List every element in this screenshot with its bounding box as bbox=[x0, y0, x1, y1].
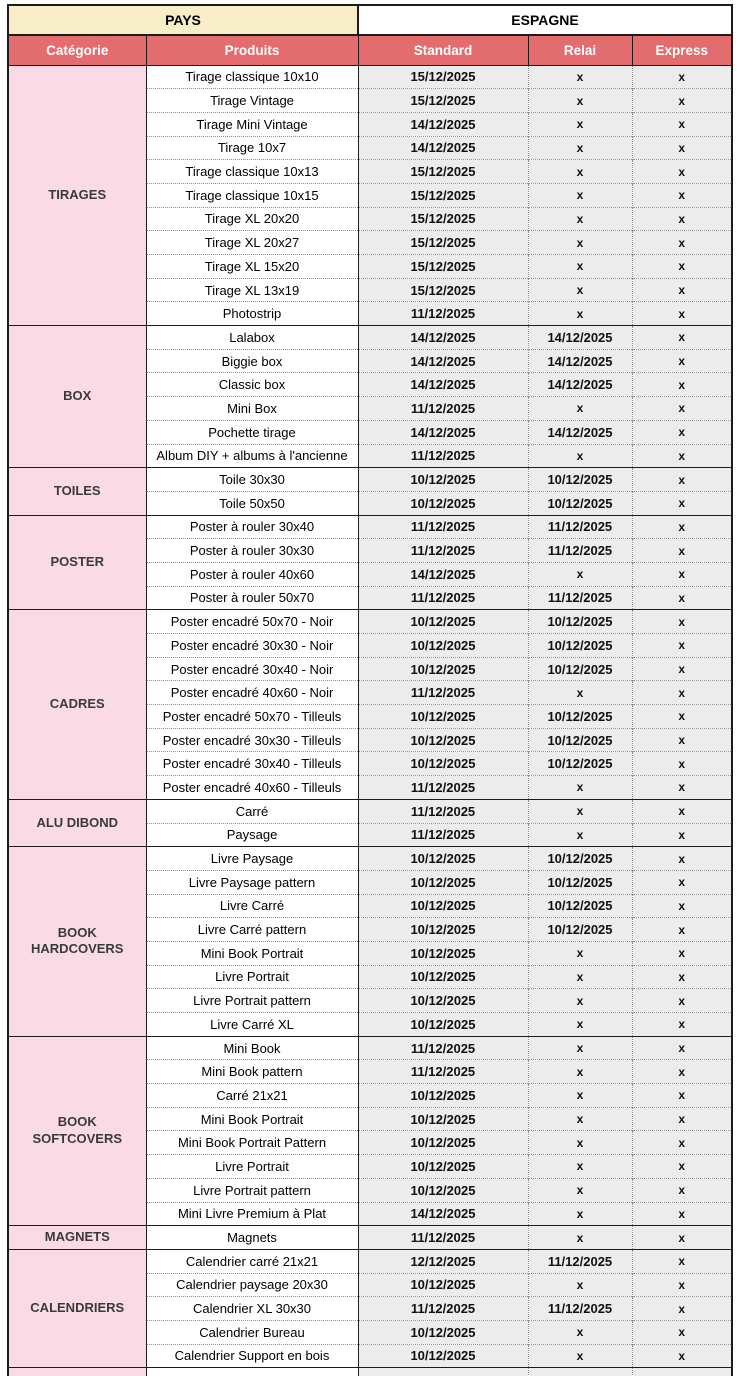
country-header-cell: ESPAGNE bbox=[358, 5, 732, 35]
relai-date-cell: 11/12/2025 bbox=[528, 1249, 632, 1273]
relai-date-cell: x bbox=[528, 112, 632, 136]
column-header-categorie: Catégorie bbox=[8, 35, 146, 65]
relai-date-cell: 14/12/2025 bbox=[528, 373, 632, 397]
standard-date-cell: 15/12/2025 bbox=[358, 278, 528, 302]
standard-date-cell: 14/12/2025 bbox=[358, 326, 528, 350]
relai-date-cell: x bbox=[528, 65, 632, 89]
standard-date-cell: 11/12/2025 bbox=[358, 515, 528, 539]
standard-date-cell: 10/12/2025 bbox=[358, 1320, 528, 1344]
table-row bbox=[8, 468, 732, 492]
relai-date-cell: 11/12/2025 bbox=[528, 515, 632, 539]
column-header-relai: Relai bbox=[528, 35, 632, 65]
product-cell: Biggie box bbox=[146, 349, 358, 373]
standard-date-cell: 10/12/2025 bbox=[358, 491, 528, 515]
standard-date-cell: 11/12/2025 bbox=[358, 823, 528, 847]
category-cell bbox=[8, 1368, 146, 1376]
category-cell bbox=[8, 326, 146, 468]
standard-date-cell: 12/12/2025 bbox=[358, 1249, 528, 1273]
product-cell: Mini Livre Premium à Plat bbox=[146, 1202, 358, 1226]
category-cell bbox=[8, 847, 146, 1037]
express-date-cell: x bbox=[632, 302, 732, 326]
standard-date-cell: 14/12/2025 bbox=[358, 562, 528, 586]
relai-date-cell: x bbox=[528, 1202, 632, 1226]
category-label: CALENDRIERS bbox=[30, 1300, 125, 1316]
product-cell: Tirage Mini Vintage bbox=[146, 112, 358, 136]
express-date-cell: x bbox=[632, 1344, 732, 1368]
relai-date-cell: x bbox=[528, 776, 632, 800]
standard-date-cell: 11/12/2025 bbox=[358, 681, 528, 705]
express-date-cell: x bbox=[632, 207, 732, 231]
express-date-cell: x bbox=[632, 681, 732, 705]
express-date-cell: x bbox=[632, 657, 732, 681]
express-date-cell: x bbox=[632, 705, 732, 729]
product-cell: Livre Carré XL bbox=[146, 1013, 358, 1037]
standard-date-cell: 10/12/2025 bbox=[358, 657, 528, 681]
product-cell: Magnets bbox=[146, 1226, 358, 1250]
column-header-row bbox=[8, 35, 732, 65]
standard-date-cell: 10/12/2025 bbox=[358, 1107, 528, 1131]
relai-date-cell: x bbox=[528, 562, 632, 586]
standard-date-cell: 10/12/2025 bbox=[358, 634, 528, 658]
relai-date-cell: 10/12/2025 bbox=[528, 728, 632, 752]
relai-date-cell: 10/12/2025 bbox=[528, 870, 632, 894]
table-row bbox=[8, 1036, 732, 1060]
product-cell: Livre Portrait pattern bbox=[146, 989, 358, 1013]
relai-date-cell: x bbox=[528, 1060, 632, 1084]
express-date-cell: x bbox=[632, 894, 732, 918]
product-cell: Livre Carré pattern bbox=[146, 918, 358, 942]
relai-date-cell: 10/12/2025 bbox=[528, 918, 632, 942]
category-label: MAGNETS bbox=[44, 1229, 110, 1245]
category-cell bbox=[8, 515, 146, 610]
product-cell: Toile 30x30 bbox=[146, 468, 358, 492]
express-date-cell: x bbox=[632, 1107, 732, 1131]
standard-date-cell: 11/12/2025 bbox=[358, 444, 528, 468]
express-date-cell: x bbox=[632, 349, 732, 373]
standard-date-cell: 11/12/2025 bbox=[358, 539, 528, 563]
category-label: TOILES bbox=[53, 482, 101, 498]
product-cell: Tirage classique 10x13 bbox=[146, 160, 358, 184]
standard-date-cell: 11/12/2025 bbox=[358, 1060, 528, 1084]
table-row bbox=[8, 1226, 732, 1250]
express-date-cell: x bbox=[632, 1202, 732, 1226]
category-cell bbox=[8, 468, 146, 515]
standard-date-cell: 14/12/2025 bbox=[358, 1202, 528, 1226]
standard-date-cell: 11/12/2025 bbox=[358, 776, 528, 800]
standard-date-cell: 15/12/2025 bbox=[358, 89, 528, 113]
standard-date-cell bbox=[358, 1368, 528, 1376]
relai-date-cell: 11/12/2025 bbox=[528, 539, 632, 563]
express-date-cell: x bbox=[632, 823, 732, 847]
relai-date-cell: 10/12/2025 bbox=[528, 610, 632, 634]
standard-date-cell: 11/12/2025 bbox=[358, 799, 528, 823]
relai-date-cell: x bbox=[528, 965, 632, 989]
relai-date-cell: x bbox=[528, 231, 632, 255]
relai-date-cell: 14/12/2025 bbox=[528, 349, 632, 373]
express-date-cell: x bbox=[632, 941, 732, 965]
standard-date-cell: 15/12/2025 bbox=[358, 65, 528, 89]
product-cell: Tirage Vintage bbox=[146, 89, 358, 113]
product-cell: Calendrier carré 21x21 bbox=[146, 1249, 358, 1273]
standard-date-cell: 10/12/2025 bbox=[358, 1131, 528, 1155]
express-date-cell: x bbox=[632, 468, 732, 492]
relai-date-cell: x bbox=[528, 1344, 632, 1368]
relai-date-cell: x bbox=[528, 397, 632, 421]
express-date-cell: x bbox=[632, 326, 732, 350]
express-date-cell: x bbox=[632, 1084, 732, 1108]
product-cell: Calendrier Bureau bbox=[146, 1320, 358, 1344]
relai-date-cell: x bbox=[528, 136, 632, 160]
relai-date-cell: x bbox=[528, 1155, 632, 1179]
relai-date-cell: x bbox=[528, 1273, 632, 1297]
express-date-cell: x bbox=[632, 870, 732, 894]
standard-date-cell: 10/12/2025 bbox=[358, 918, 528, 942]
express-date-cell: x bbox=[632, 1320, 732, 1344]
express-date-cell: x bbox=[632, 444, 732, 468]
express-date-cell: x bbox=[632, 1060, 732, 1084]
express-date-cell: x bbox=[632, 420, 732, 444]
product-cell: Tirage XL 20x20 bbox=[146, 207, 358, 231]
standard-date-cell: 14/12/2025 bbox=[358, 112, 528, 136]
standard-date-cell: 10/12/2025 bbox=[358, 1155, 528, 1179]
product-cell: Poster encadré 30x30 - Noir bbox=[146, 634, 358, 658]
express-date-cell: x bbox=[632, 255, 732, 279]
relai-date-cell: x bbox=[528, 255, 632, 279]
express-date-cell: x bbox=[632, 373, 732, 397]
table-row bbox=[8, 1249, 732, 1273]
product-cell: Poster encadré 30x40 - Noir bbox=[146, 657, 358, 681]
table-row bbox=[8, 610, 732, 634]
category-label: BOOK SOFTCOVERS bbox=[32, 1114, 123, 1146]
express-date-cell: x bbox=[632, 278, 732, 302]
standard-date-cell: 10/12/2025 bbox=[358, 847, 528, 871]
standard-date-cell: 11/12/2025 bbox=[358, 1226, 528, 1250]
express-date-cell: x bbox=[632, 515, 732, 539]
standard-date-cell: 14/12/2025 bbox=[358, 420, 528, 444]
product-cell: Tirage XL 13x19 bbox=[146, 278, 358, 302]
pays-header-cell: PAYS bbox=[8, 5, 358, 35]
table-body bbox=[8, 5, 732, 1376]
product-cell: Poster encadré 50x70 - Noir bbox=[146, 610, 358, 634]
relai-date-cell: x bbox=[528, 302, 632, 326]
product-cell: Pochette tirage bbox=[146, 420, 358, 444]
relai-date-cell: x bbox=[528, 823, 632, 847]
product-cell: Mini Book pattern bbox=[146, 1060, 358, 1084]
relai-date-cell: 10/12/2025 bbox=[528, 847, 632, 871]
express-date-cell: x bbox=[632, 586, 732, 610]
standard-date-cell: 10/12/2025 bbox=[358, 1178, 528, 1202]
standard-date-cell: 10/12/2025 bbox=[358, 870, 528, 894]
express-date-cell: x bbox=[632, 799, 732, 823]
relai-date-cell: 11/12/2025 bbox=[528, 586, 632, 610]
express-date-cell: x bbox=[632, 1249, 732, 1273]
product-cell: Poster encadré 50x70 - Tilleuls bbox=[146, 705, 358, 729]
express-date-cell: x bbox=[632, 918, 732, 942]
express-date-cell: x bbox=[632, 989, 732, 1013]
product-cell: Carré 21x21 bbox=[146, 1084, 358, 1108]
product-cell: Poster encadré 30x40 - Tilleuls bbox=[146, 752, 358, 776]
product-cell: Mini Box bbox=[146, 397, 358, 421]
product-cell: Calendrier XL 30x30 bbox=[146, 1297, 358, 1321]
partial-row bbox=[8, 1368, 732, 1376]
express-date-cell: x bbox=[632, 1226, 732, 1250]
express-date-cell: x bbox=[632, 183, 732, 207]
country-header-row bbox=[8, 5, 732, 35]
product-cell: Tirage 10x7 bbox=[146, 136, 358, 160]
product-cell: Poster encadré 40x60 - Tilleuls bbox=[146, 776, 358, 800]
product-cell: Toile 50x50 bbox=[146, 491, 358, 515]
product-cell: Tirage XL 20x27 bbox=[146, 231, 358, 255]
standard-date-cell: 10/12/2025 bbox=[358, 941, 528, 965]
relai-date-cell: 10/12/2025 bbox=[528, 752, 632, 776]
express-date-cell: x bbox=[632, 610, 732, 634]
category-cell bbox=[8, 1249, 146, 1367]
relai-date-cell: 10/12/2025 bbox=[528, 657, 632, 681]
product-cell: Calendrier Support en bois bbox=[146, 1344, 358, 1368]
product-cell: Album DIY + albums à l'ancienne bbox=[146, 444, 358, 468]
express-date-cell: x bbox=[632, 1178, 732, 1202]
standard-date-cell: 10/12/2025 bbox=[358, 894, 528, 918]
standard-date-cell: 10/12/2025 bbox=[358, 1084, 528, 1108]
express-date-cell: x bbox=[632, 65, 732, 89]
express-date-cell: x bbox=[632, 562, 732, 586]
standard-date-cell: 10/12/2025 bbox=[358, 1344, 528, 1368]
product-cell: Mini Book Portrait bbox=[146, 941, 358, 965]
product-cell: Livre Portrait bbox=[146, 1155, 358, 1179]
column-header-standard: Standard bbox=[358, 35, 528, 65]
express-date-cell: x bbox=[632, 136, 732, 160]
category-label: ALU DIBOND bbox=[36, 814, 119, 830]
express-date-cell: x bbox=[632, 231, 732, 255]
standard-date-cell: 15/12/2025 bbox=[358, 231, 528, 255]
express-date-cell: x bbox=[632, 965, 732, 989]
standard-date-cell: 15/12/2025 bbox=[358, 183, 528, 207]
product-cell bbox=[146, 1368, 358, 1376]
relai-date-cell bbox=[528, 1368, 632, 1376]
relai-date-cell: x bbox=[528, 207, 632, 231]
category-cell bbox=[8, 65, 146, 326]
standard-date-cell: 11/12/2025 bbox=[358, 1297, 528, 1321]
relai-date-cell: x bbox=[528, 183, 632, 207]
standard-date-cell: 14/12/2025 bbox=[358, 136, 528, 160]
standard-date-cell: 15/12/2025 bbox=[358, 255, 528, 279]
product-cell: Livre Carré bbox=[146, 894, 358, 918]
standard-date-cell: 15/12/2025 bbox=[358, 207, 528, 231]
relai-date-cell: x bbox=[528, 1013, 632, 1037]
category-cell bbox=[8, 799, 146, 846]
relai-date-cell: x bbox=[528, 1131, 632, 1155]
product-cell: Poster à rouler 30x30 bbox=[146, 539, 358, 563]
relai-date-cell: 10/12/2025 bbox=[528, 634, 632, 658]
standard-date-cell: 11/12/2025 bbox=[358, 586, 528, 610]
product-cell: Mini Book Portrait Pattern bbox=[146, 1131, 358, 1155]
relai-date-cell: x bbox=[528, 1320, 632, 1344]
table-row bbox=[8, 847, 732, 871]
standard-date-cell: 10/12/2025 bbox=[358, 752, 528, 776]
category-label: TIRAGES bbox=[48, 186, 107, 202]
express-date-cell: x bbox=[632, 89, 732, 113]
category-cell bbox=[8, 610, 146, 800]
relai-date-cell: x bbox=[528, 444, 632, 468]
relai-date-cell: 10/12/2025 bbox=[528, 468, 632, 492]
standard-date-cell: 10/12/2025 bbox=[358, 1273, 528, 1297]
relai-date-cell: x bbox=[528, 89, 632, 113]
product-cell: Poster à rouler 30x40 bbox=[146, 515, 358, 539]
express-date-cell: x bbox=[632, 397, 732, 421]
standard-date-cell: 11/12/2025 bbox=[358, 1036, 528, 1060]
delivery-dates-table bbox=[7, 4, 733, 1376]
product-cell: Tirage XL 15x20 bbox=[146, 255, 358, 279]
product-cell: Poster à rouler 50x70 bbox=[146, 586, 358, 610]
standard-date-cell: 14/12/2025 bbox=[358, 349, 528, 373]
express-date-cell: x bbox=[632, 1155, 732, 1179]
table-row bbox=[8, 326, 732, 350]
product-cell: Poster encadré 40x60 - Noir bbox=[146, 681, 358, 705]
relai-date-cell: 11/12/2025 bbox=[528, 1297, 632, 1321]
relai-date-cell: x bbox=[528, 278, 632, 302]
product-cell: Lalabox bbox=[146, 326, 358, 350]
table-row bbox=[8, 799, 732, 823]
standard-date-cell: 10/12/2025 bbox=[358, 1013, 528, 1037]
product-cell: Poster encadré 30x30 - Tilleuls bbox=[146, 728, 358, 752]
relai-date-cell: x bbox=[528, 1226, 632, 1250]
standard-date-cell: 14/12/2025 bbox=[358, 373, 528, 397]
relai-date-cell: x bbox=[528, 799, 632, 823]
express-date-cell: x bbox=[632, 728, 732, 752]
express-date-cell: x bbox=[632, 752, 732, 776]
product-cell: Calendrier paysage 20x30 bbox=[146, 1273, 358, 1297]
express-date-cell: x bbox=[632, 1131, 732, 1155]
category-cell bbox=[8, 1226, 146, 1250]
relai-date-cell: x bbox=[528, 941, 632, 965]
express-date-cell: x bbox=[632, 1273, 732, 1297]
category-cell bbox=[8, 1036, 146, 1226]
product-cell: Livre Paysage bbox=[146, 847, 358, 871]
express-date-cell: x bbox=[632, 539, 732, 563]
relai-date-cell: x bbox=[528, 1178, 632, 1202]
express-date-cell: x bbox=[632, 491, 732, 515]
product-cell: Carré bbox=[146, 799, 358, 823]
category-label: BOOK HARDCOVERS bbox=[31, 924, 124, 957]
column-header-express: Express bbox=[632, 35, 732, 65]
express-date-cell: x bbox=[632, 160, 732, 184]
express-date-cell: x bbox=[632, 634, 732, 658]
standard-date-cell: 15/12/2025 bbox=[358, 160, 528, 184]
relai-date-cell: 14/12/2025 bbox=[528, 326, 632, 350]
standard-date-cell: 10/12/2025 bbox=[358, 965, 528, 989]
product-cell: Livre Paysage pattern bbox=[146, 870, 358, 894]
relai-date-cell: x bbox=[528, 989, 632, 1013]
category-label: POSTER bbox=[50, 553, 104, 569]
product-cell: Tirage classique 10x15 bbox=[146, 183, 358, 207]
express-date-cell: x bbox=[632, 847, 732, 871]
product-cell: Mini Book Portrait bbox=[146, 1107, 358, 1131]
table-row bbox=[8, 515, 732, 539]
product-cell: Poster à rouler 40x60 bbox=[146, 562, 358, 586]
product-cell: Photostrip bbox=[146, 302, 358, 326]
product-cell: Paysage bbox=[146, 823, 358, 847]
relai-date-cell: 14/12/2025 bbox=[528, 420, 632, 444]
standard-date-cell: 10/12/2025 bbox=[358, 610, 528, 634]
express-date-cell: x bbox=[632, 1013, 732, 1037]
express-date-cell bbox=[632, 1368, 732, 1376]
standard-date-cell: 10/12/2025 bbox=[358, 705, 528, 729]
product-cell: Classic box bbox=[146, 373, 358, 397]
standard-date-cell: 11/12/2025 bbox=[358, 302, 528, 326]
standard-date-cell: 10/12/2025 bbox=[358, 989, 528, 1013]
relai-date-cell: x bbox=[528, 1084, 632, 1108]
express-date-cell: x bbox=[632, 1036, 732, 1060]
standard-date-cell: 11/12/2025 bbox=[358, 397, 528, 421]
category-label: BOX bbox=[63, 388, 92, 404]
relai-date-cell: x bbox=[528, 1036, 632, 1060]
column-header-produits: Produits bbox=[146, 35, 358, 65]
category-label: CADRES bbox=[49, 696, 105, 712]
standard-date-cell: 10/12/2025 bbox=[358, 468, 528, 492]
relai-date-cell: x bbox=[528, 160, 632, 184]
standard-date-cell: 10/12/2025 bbox=[358, 728, 528, 752]
express-date-cell: x bbox=[632, 112, 732, 136]
product-cell: Livre Portrait bbox=[146, 965, 358, 989]
relai-date-cell: 10/12/2025 bbox=[528, 491, 632, 515]
express-date-cell: x bbox=[632, 1297, 732, 1321]
relai-date-cell: 10/12/2025 bbox=[528, 894, 632, 918]
relai-date-cell: 10/12/2025 bbox=[528, 705, 632, 729]
product-cell: Livre Portrait pattern bbox=[146, 1178, 358, 1202]
relai-date-cell: x bbox=[528, 1107, 632, 1131]
table-row bbox=[8, 65, 732, 89]
relai-date-cell: x bbox=[528, 681, 632, 705]
product-cell: Tirage classique 10x10 bbox=[146, 65, 358, 89]
express-date-cell: x bbox=[632, 776, 732, 800]
product-cell: Mini Book bbox=[146, 1036, 358, 1060]
